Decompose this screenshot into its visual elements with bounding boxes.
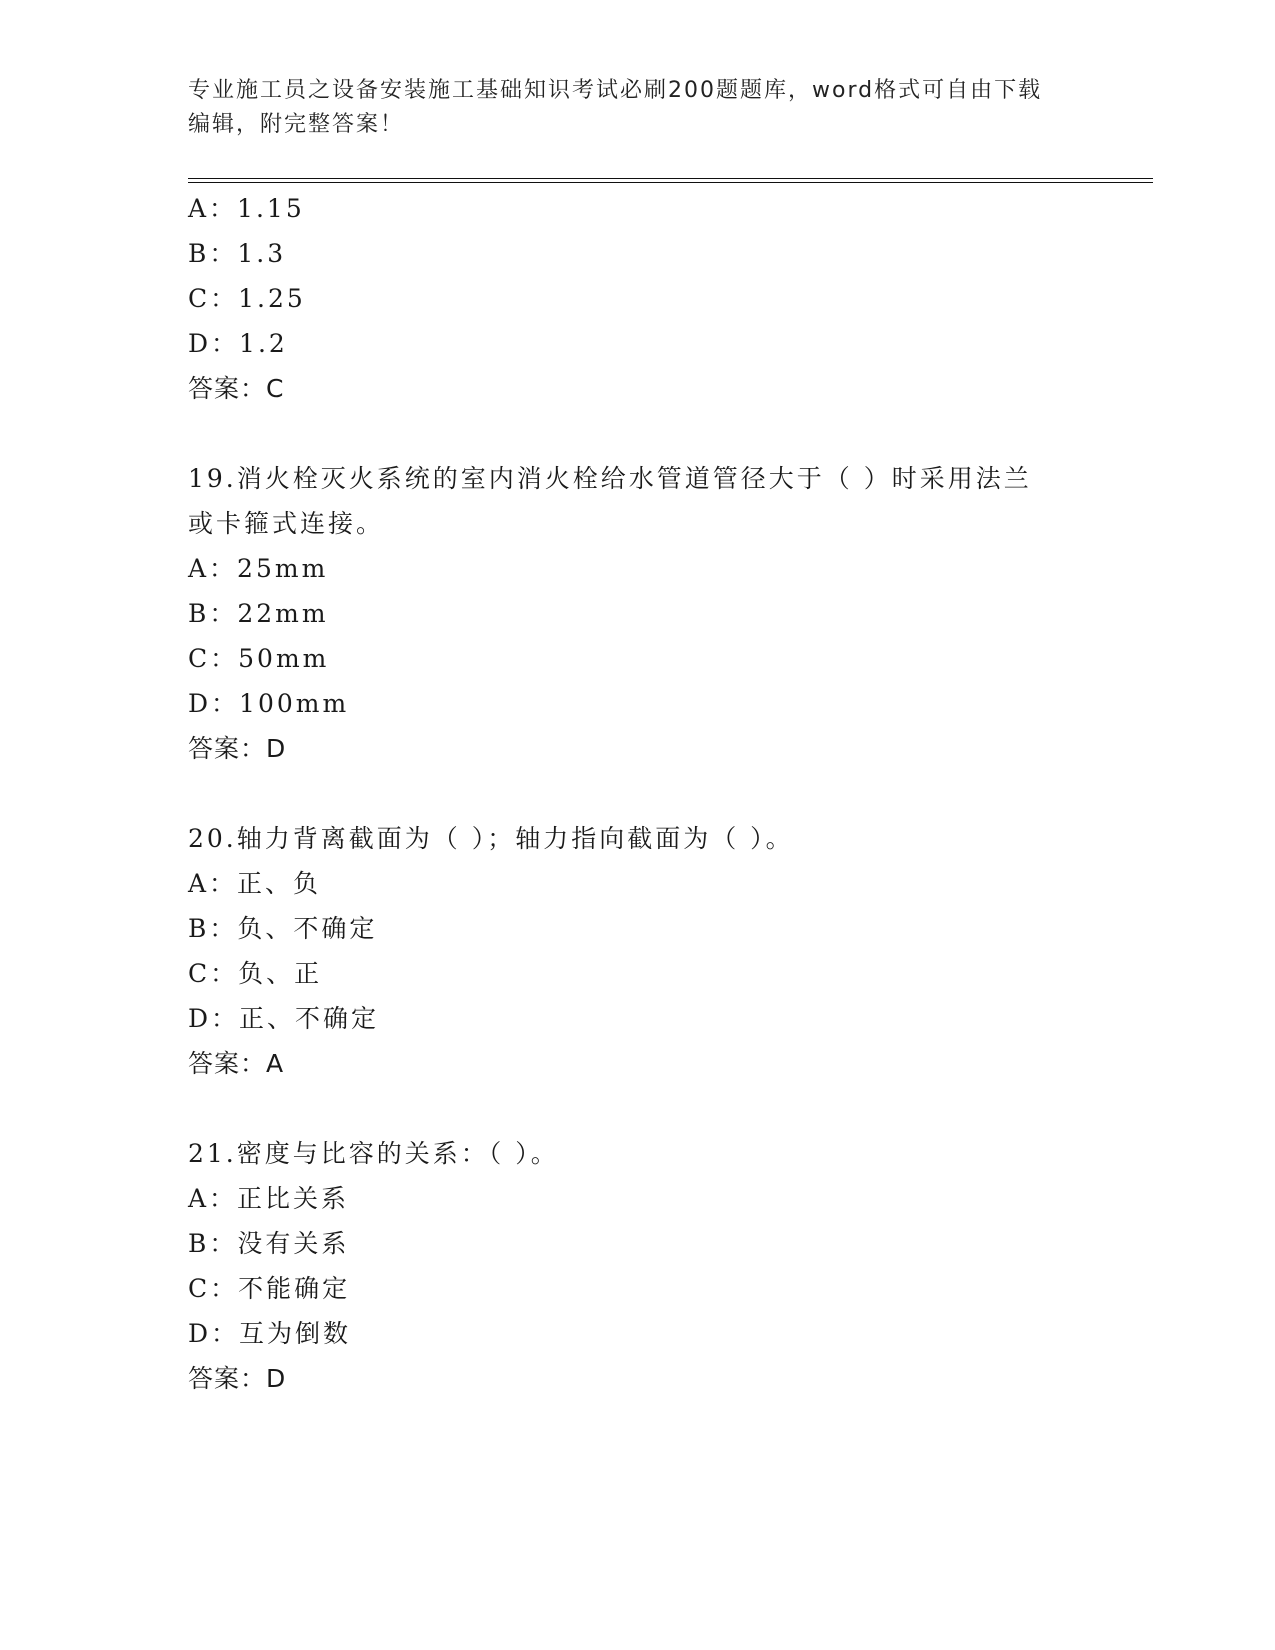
q20-option-d: D：正、不确定 bbox=[188, 1004, 380, 1033]
q21-answer: 答案：D bbox=[188, 1364, 287, 1393]
q19-stem-line-2: 或卡箍式连接。 bbox=[188, 509, 385, 538]
header-line-1: 专业施工员之设备安装施工基础知识考试必刷200题题库，word格式可自由下载 bbox=[188, 78, 1043, 103]
q20-answer: 答案：A bbox=[188, 1049, 285, 1078]
q19-option-c: C：50mm bbox=[188, 644, 330, 673]
q20-option-a: A：正、负 bbox=[188, 869, 322, 898]
q19-stem-line-1: 19.消火栓灭火系统的室内消火栓给水管道管径大于（ ）时采用法兰 bbox=[188, 464, 1032, 493]
q20-option-b: B：负、不确定 bbox=[188, 914, 378, 943]
header-divider-top bbox=[188, 178, 1153, 179]
q19-option-b: B：22mm bbox=[188, 599, 329, 628]
q18-option-b: B：1.3 bbox=[188, 239, 287, 268]
q21-stem: 21.密度与比容的关系：（ ）。 bbox=[188, 1139, 559, 1168]
q18-option-d: D：1.2 bbox=[188, 329, 288, 358]
q19-answer: 答案：D bbox=[188, 734, 287, 763]
header-line-2: 编辑，附完整答案！ bbox=[188, 112, 405, 137]
q18-option-c: C：1.25 bbox=[188, 284, 306, 313]
q19-option-a: A：25mm bbox=[188, 554, 329, 583]
document-header bbox=[188, 74, 1088, 142]
q20-option-c: C：负、正 bbox=[188, 959, 323, 988]
q21-option-d: D：互为倒数 bbox=[188, 1319, 352, 1348]
q21-option-c: C：不能确定 bbox=[188, 1274, 351, 1303]
q18-answer: 答案：C bbox=[188, 374, 285, 403]
q20-stem: 20.轴力背离截面为（ ）；轴力指向截面为（ ）。 bbox=[188, 824, 794, 853]
q21-option-b: B：没有关系 bbox=[188, 1229, 350, 1258]
q19-option-d: D：100mm bbox=[188, 689, 350, 718]
q18-option-a: A：1.15 bbox=[188, 194, 305, 223]
q21-option-a: A：正比关系 bbox=[188, 1184, 350, 1213]
header-divider-bottom bbox=[188, 182, 1153, 183]
